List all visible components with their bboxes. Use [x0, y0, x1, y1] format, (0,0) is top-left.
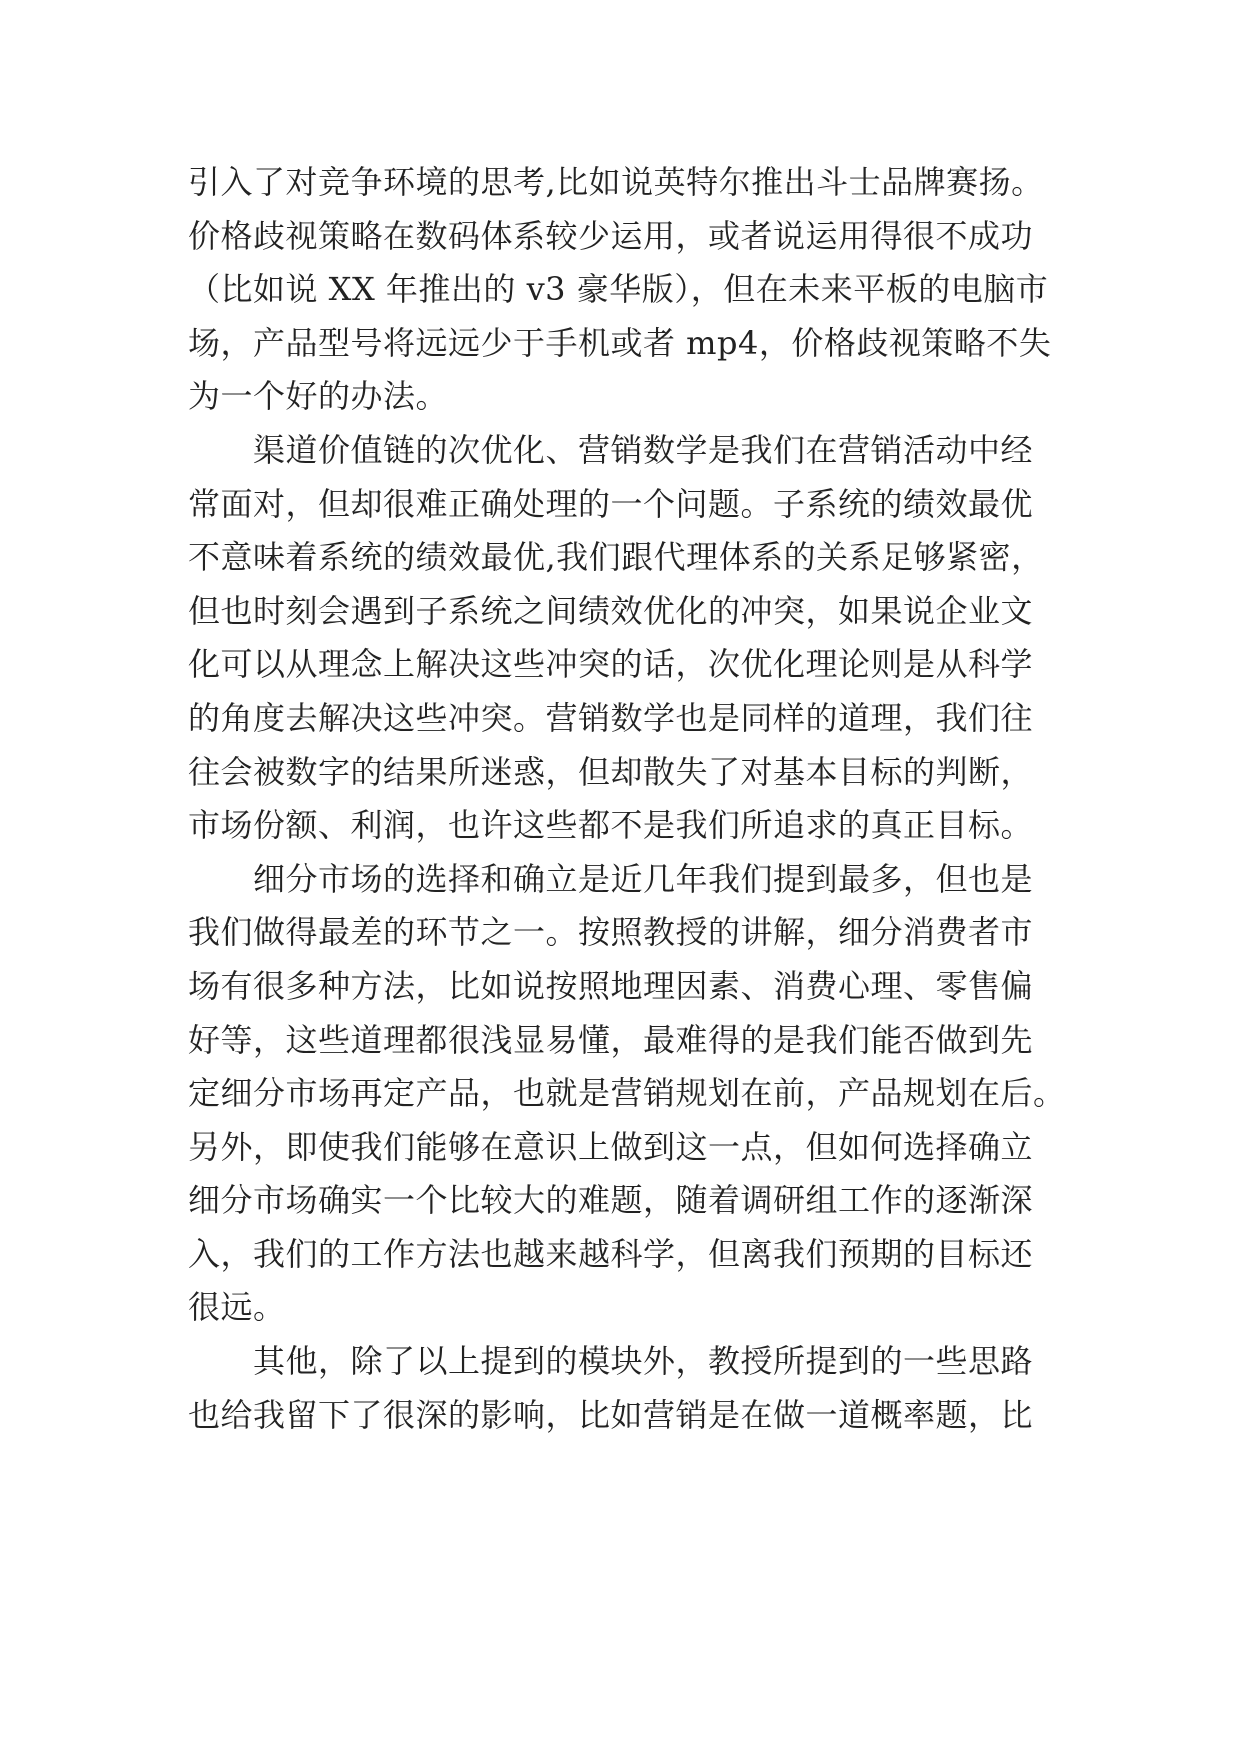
text-line: 不意味着系统的绩效最优,我们跟代理体系的关系足够紧密， — [188, 538, 1044, 577]
text-line: 往会被数字的结果所迷惑，但却散失了对基本目标的判断， — [188, 752, 1034, 791]
text-line: 场有很多种方法，比如说按照地理因素、消费心理、零售偏 — [188, 966, 1034, 1005]
text-line: 入，我们的工作方法也越来越科学，但离我们预期的目标还 — [188, 1234, 1034, 1273]
body-text — [188, 156, 1068, 1442]
text-line: 渠道价值链的次优化、营销数学是我们在营销活动中经 — [188, 430, 1034, 469]
text-line: 我们做得最差的环节之一。按照教授的讲解，细分消费者市 — [188, 913, 1034, 952]
text-line: 其他，除了以上提到的模块外，教授所提到的一些思路 — [188, 1342, 1034, 1381]
text-line: 也给我留下了很深的影响，比如营销是在做一道概率题，比 — [188, 1395, 1034, 1434]
text-line: 好等，这些道理都很浅显易懂，最难得的是我们能否做到先 — [188, 1020, 1034, 1059]
text-line: 价格歧视策略在数码体系较少运用，或者说运用得很不成功 — [188, 216, 1034, 255]
text-line: 定细分市场再定产品，也就是营销规划在前，产品规划在后。 — [188, 1074, 1066, 1113]
text-line: 的角度去解决这些冲突。营销数学也是同样的道理，我们往 — [188, 698, 1034, 737]
text-line: 市场份额、利润，也许这些都不是我们所追求的真正目标。 — [188, 806, 1034, 845]
text-line: 场，产品型号将远远少于手机或者 mp4，价格歧视策略不失 — [188, 323, 1052, 362]
text-line: 细分市场的选择和确立是近几年我们提到最多，但也是 — [188, 859, 1034, 898]
text-line: 化可以从理念上解决这些冲突的话，次优化理论则是从科学 — [188, 645, 1034, 684]
text-line: 为一个好的办法。 — [188, 377, 449, 416]
text-line: 另外，即使我们能够在意识上做到这一点，但如何选择确立 — [188, 1127, 1034, 1166]
text-line: 引入了对竞争环境的思考,比如说英特尔推出斗士品牌赛扬。 — [188, 163, 1044, 201]
text-line: 很远。 — [188, 1288, 286, 1327]
text-line: （比如说 XX 年推出的 v3 豪华版），但在未来平板的电脑市 — [188, 270, 1049, 309]
text-line: 常面对，但却很难正确处理的一个问题。子系统的绩效最优 — [188, 484, 1034, 523]
text-line: 但也时刻会遇到子系统之间绩效优化的冲突，如果说企业文 — [188, 591, 1034, 630]
text-line: 细分市场确实一个比较大的难题，随着调研组工作的逐渐深 — [188, 1181, 1034, 1220]
